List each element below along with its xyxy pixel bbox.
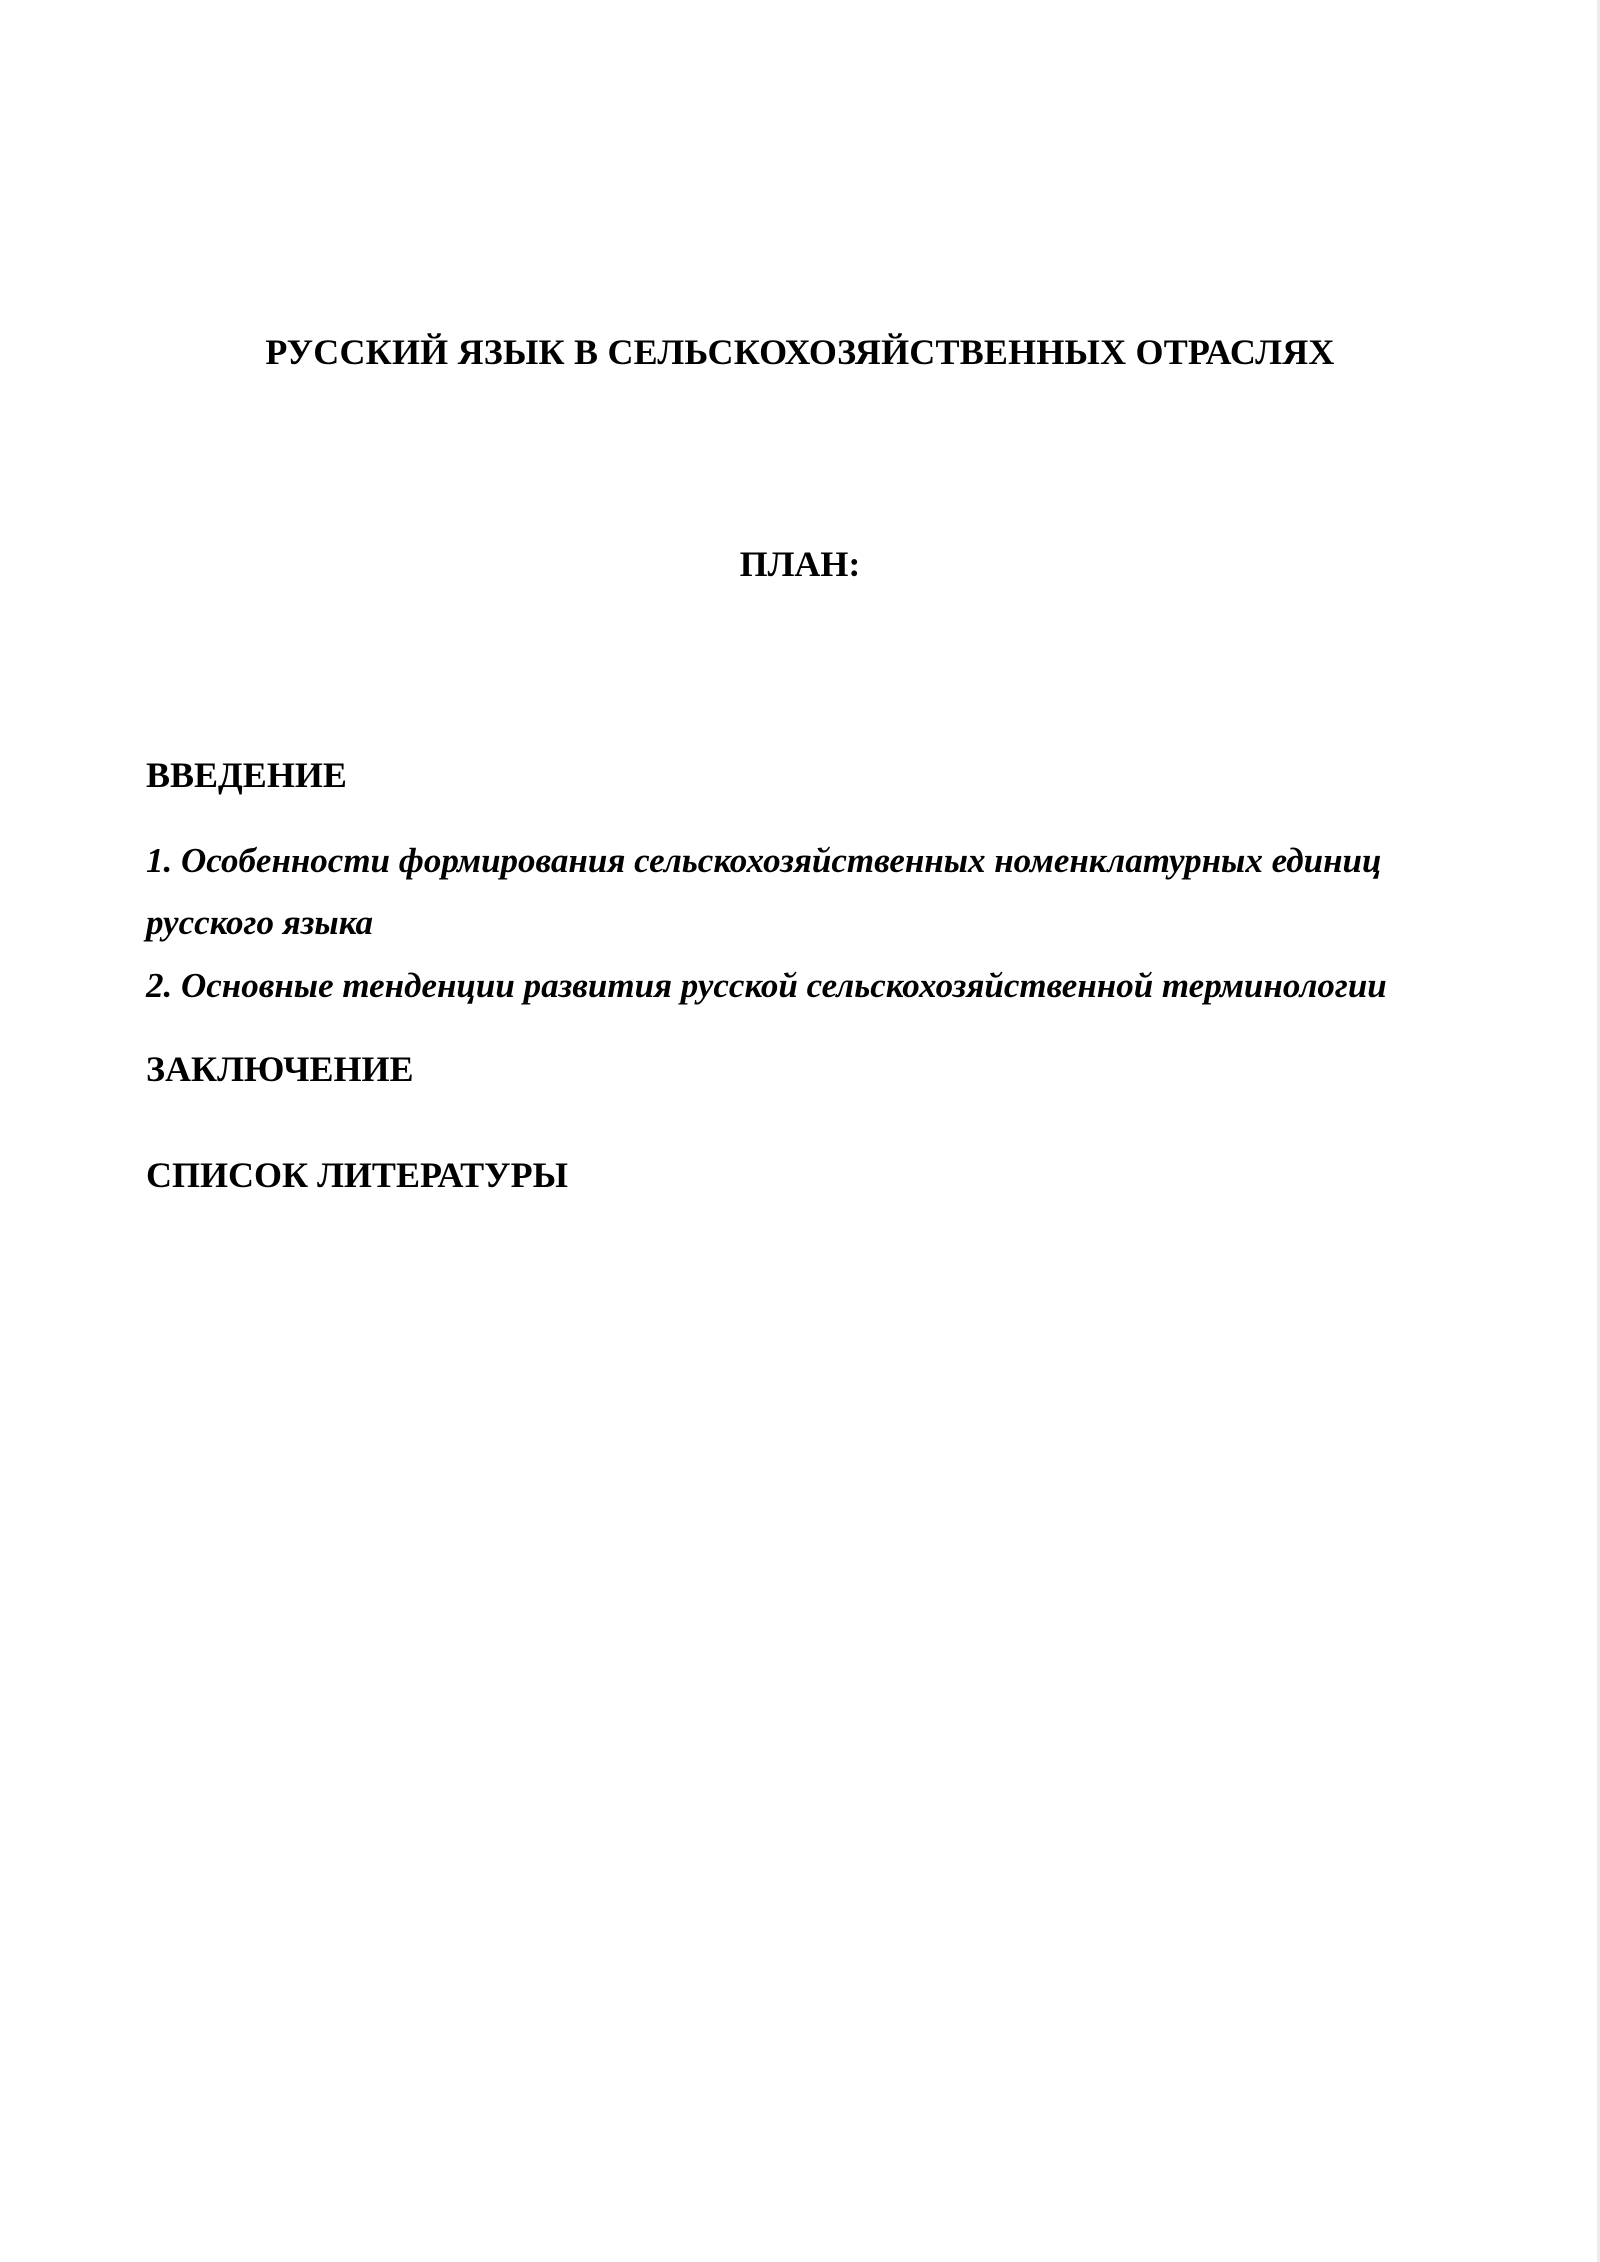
toc-introduction: ВВЕДЕНИЕ [146, 755, 347, 795]
plan-heading: ПЛАН: [739, 544, 861, 584]
toc-item-2: 2. Основные тенденции развития русской сельскохозяйственной терминологии [146, 966, 1387, 1005]
toc-item-1: 1. Особенности формирования сельскохозяйственных номенклатурных единиц русского языка [146, 841, 1382, 942]
toc-references: СПИСОК ЛИТЕРАТУРЫ [146, 1155, 568, 1195]
toc-conclusion: ЗАКЛЮЧЕНИЕ [146, 1049, 414, 1089]
document-title: РУССКИЙ ЯЗЫК В СЕЛЬСКОХОЗЯЙСТВЕННЫХ ОТРАСЛЯХ [265, 332, 1335, 372]
